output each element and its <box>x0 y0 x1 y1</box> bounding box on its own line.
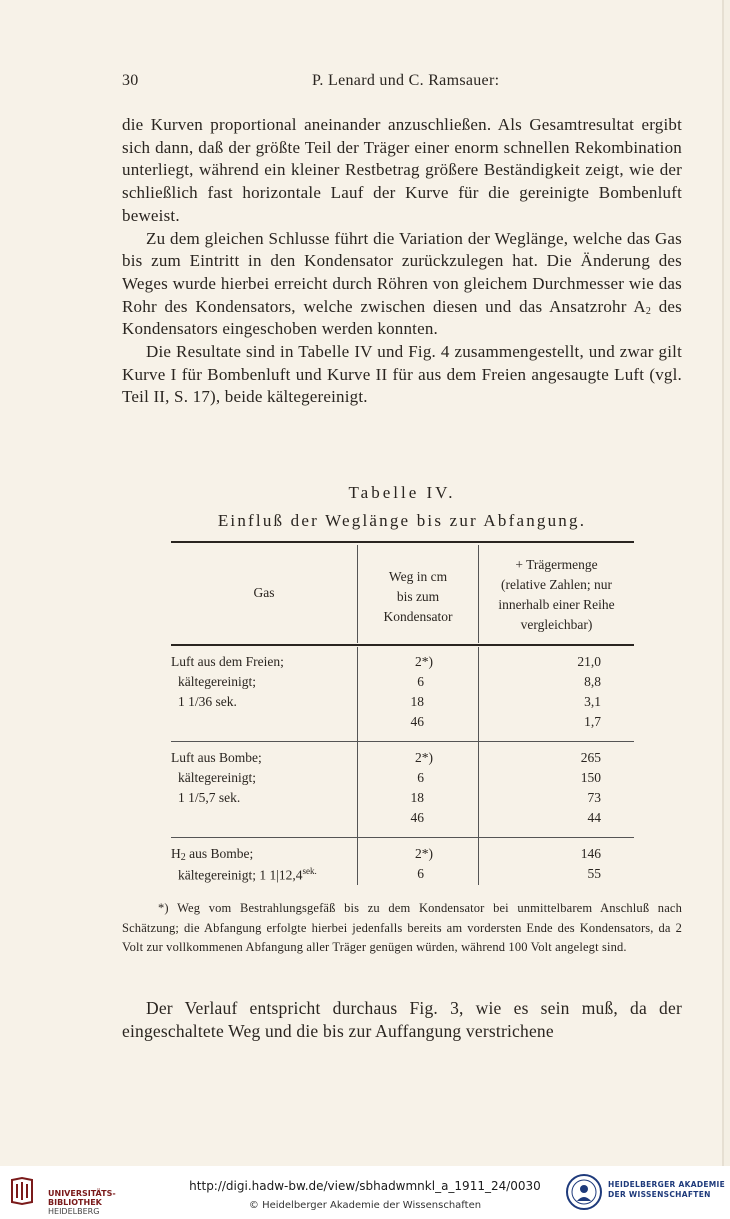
digitization-footer <box>0 1166 730 1219</box>
row-label: Luft aus dem Freien; <box>171 654 284 669</box>
weg-value: 6 <box>417 866 424 881</box>
menge-value: 1,7 <box>584 714 601 729</box>
row-label: kältegereinigt; <box>178 674 256 689</box>
group-rule <box>171 741 634 742</box>
menge-value: 265 <box>580 750 601 765</box>
academy-seal-icon <box>565 1173 603 1211</box>
body-text-bottom <box>122 997 682 1043</box>
copyright: © Heidelberger Akademie der Wissenschaften <box>248 1200 482 1211</box>
header-rule <box>171 644 634 646</box>
page-number: 30 <box>122 72 139 89</box>
paragraph-2: Zu dem gleichen Schlusse führt die Variation der Weglänge, welche das Gas bis zum Eintritt in den Kondensator zurückzulegen hat. Die Änderung des Weges wurde hierbei erreicht durch Röhren von gleichem Durchmesser wie das Rohr des Kondensators, welche zwischen diesen und das Ansatzrohr $A_2$ des Kondensators eingeschoben werden konnten. <box>122 228 682 339</box>
weg-value: 46 <box>410 810 424 825</box>
menge-value: 44 <box>587 810 601 825</box>
header-weg: Weg in cm bis zum Kondensator <box>383 569 453 624</box>
footnote: *) Weg vom Bestrahlungsgefäß bis zu dem Kondensator bei unmittelbarem Anschluß nach Schätzung; die Abfangung erfolgte hierbei jedenfalls bereits am vordersten Ende des Kondensators, da 2 Volt zur vollkommenen Abfangung aller Träger genügen würden, während 100 Volt angelegt sind. <box>122 901 682 954</box>
weg-value: 18 <box>410 694 424 709</box>
row-label: Luft aus Bombe; <box>171 750 262 765</box>
university-library-label: UNIVERSITÄTS- BIBLIOTHEK HEIDELBERG <box>48 1189 116 1216</box>
menge-value: 150 <box>580 770 601 785</box>
row-label: 1 1/5,7 sek. <box>178 790 241 805</box>
header-gas: Gas <box>253 585 275 600</box>
menge-value: 8,8 <box>584 674 601 689</box>
column-divider <box>478 647 479 885</box>
data-table <box>171 541 634 886</box>
weg-value: 6 <box>417 770 424 785</box>
weg-value: 2*) <box>415 846 433 861</box>
menge-value: 3,1 <box>584 694 601 709</box>
academy-label: HEIDELBERGER AKADEMIE DER WISSENSCHAFTEN <box>608 1180 726 1199</box>
menge-value: 146 <box>580 846 601 861</box>
weg-value: 6 <box>417 674 424 689</box>
table-subtitle: Einfluß der Weglänge bis zur Abfangung. <box>217 511 587 530</box>
group-rule <box>171 837 634 838</box>
row-label: kältegereinigt; 1 $1|12,4^{sek.}$ <box>178 866 317 883</box>
table-title: Tabelle IV. <box>348 483 456 502</box>
table-top-rule <box>171 541 634 543</box>
menge-value: 21,0 <box>577 654 601 669</box>
weg-value: 46 <box>410 714 424 729</box>
body-text-top <box>122 114 682 409</box>
header-traegermenge: + Trägermenge (relative Zahlen; nur innerhalb einer Reihe vergleichbar) <box>498 557 615 632</box>
weg-value: 2*) <box>415 654 433 669</box>
column-divider <box>357 647 358 885</box>
weg-value: 18 <box>410 790 424 805</box>
paragraph-3: Die Resultate sind in Tabelle IV und Fig. 4 zusammengestellt, und zwar gilt Kurve I für Bombenluft und Kurve II für aus dem Freien angesaugte Luft (vgl. Teil II, S. 17), beide kältegereinigt. <box>122 342 682 407</box>
row-label: kältegereinigt; <box>178 770 256 785</box>
permalink[interactable]: http://digi.hadw-bw.de/view/sbhadwmnkl_a_1911_24/0030 <box>189 1179 541 1193</box>
menge-value: 73 <box>587 790 601 805</box>
paragraph-1: die Kurven proportional aneinander anzuschließen. Als Gesamtresultat ergibt sich dann, daß der größte Teil der Träger einer enorm schnellen Rekombination unterliegt, während ein kleiner Restbetrag größere Beständigkeit zeigt, wie der schließlich fast horizontale Lauf der Kurve für die gereinigte Bombenluft beweist. <box>122 115 682 225</box>
menge-value: 55 <box>587 866 601 881</box>
paragraph-4: Der Verlauf entspricht durchaus Fig. 3, wie es sein muß, da der eingeschaltete Weg und die bis zur Auffangung verstrichene <box>122 998 682 1041</box>
running-header <box>122 72 682 96</box>
row-label: 1 1/36 sek. <box>178 694 237 709</box>
running-title: P. Lenard und C. Ramsauer: <box>312 72 500 89</box>
weg-value: 2*) <box>415 750 433 765</box>
row-label: $H_2$ aus Bombe; <box>171 846 254 863</box>
